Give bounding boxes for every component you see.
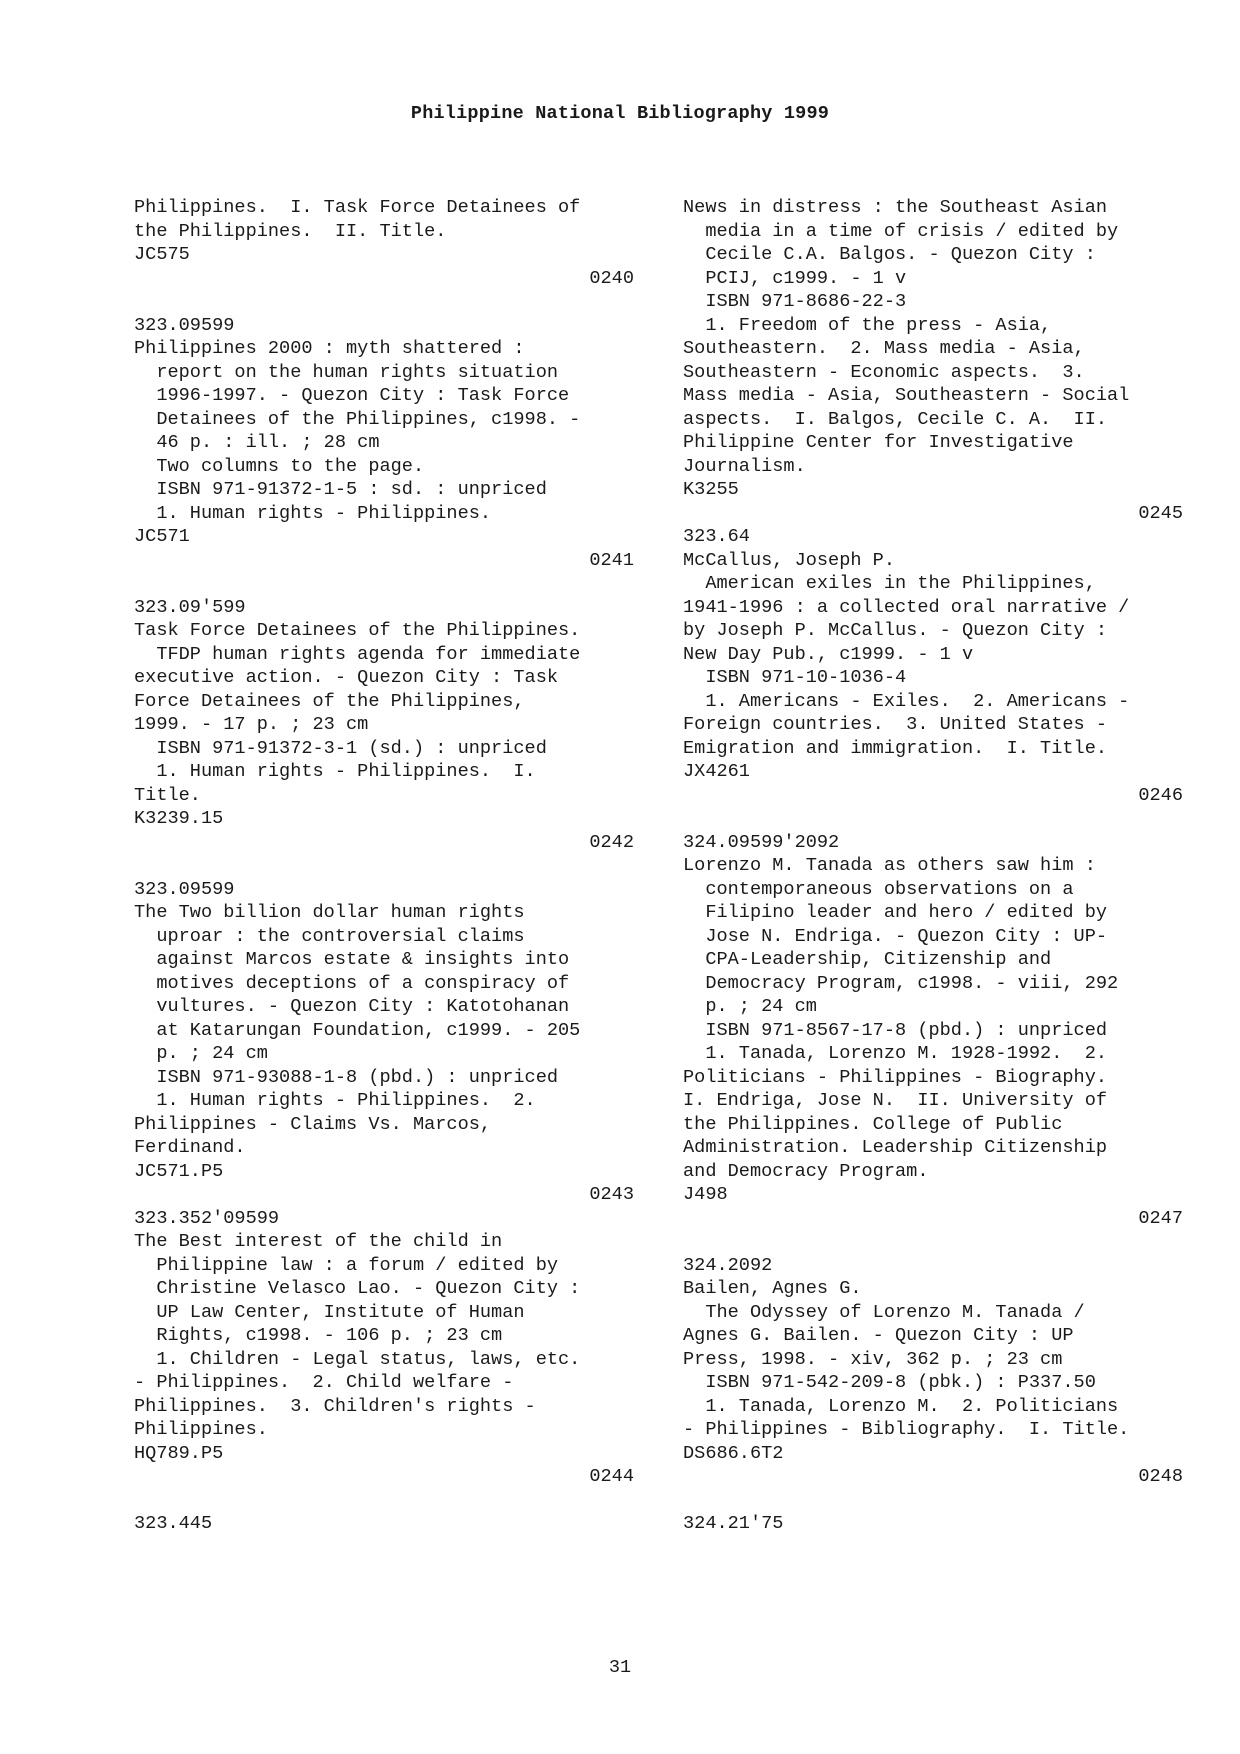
entry-number: 0242 xyxy=(589,831,634,853)
page-number: 31 xyxy=(608,1657,632,1678)
entry-line: 1996-1997. - Quezon City : Task Force xyxy=(134,385,570,406)
entry-line: 46 p. : ill. ; 28 cm xyxy=(134,432,380,453)
entry-line: UP Law Center, Institute of Human xyxy=(134,1301,525,1323)
entry-number: 0241 xyxy=(589,549,634,571)
entry-line: I. Endriga, Jose N. II. University of xyxy=(683,1090,1108,1111)
entry-line: the Philippines. II. Title. xyxy=(134,220,447,242)
entry-line: and Democracy Program. xyxy=(683,1160,929,1182)
entry-line: Democracy Program, c1998. - viii, 292 xyxy=(683,972,1119,994)
entry-number: 0247 xyxy=(1138,1207,1183,1229)
entry-line: 1. Children - Legal status, laws, etc. xyxy=(134,1348,581,1370)
entry-line: 323.09599 xyxy=(134,878,235,900)
entry-line: 324.21'75 xyxy=(683,1513,784,1534)
entry-number: 0244 xyxy=(589,1466,634,1487)
entry-line: DS686.6T2 xyxy=(683,1442,784,1464)
entry-line: Southeastern. 2. Mass media - Asia, xyxy=(683,338,1085,359)
entry-line: CPA-Leadership, Citizenship and xyxy=(683,949,1052,970)
entry-line: 1. Human rights - Philippines. xyxy=(134,502,492,524)
entry-number: 0248 xyxy=(1138,1466,1183,1487)
entry-line: 323.09599 xyxy=(134,314,235,336)
entry-line: p. ; 24 cm xyxy=(683,996,817,1017)
entry-line: ISBN 971-91372-1-5 : sd. : unpriced xyxy=(134,479,547,500)
entry-line: Administration. Leadership Citizenship xyxy=(683,1137,1108,1158)
entry-line: media in a time of crisis / edited by xyxy=(683,220,1119,242)
entry-line: J498 xyxy=(683,1184,728,1205)
entry-line: Bailen, Agnes G. xyxy=(683,1278,862,1299)
entry-line: PCIJ, c1999. - 1 v xyxy=(683,267,907,289)
entry-line: Politicians - Philippines - Biography. xyxy=(683,1066,1108,1088)
entry-line: Southeastern - Economic aspects. 3. xyxy=(683,361,1085,383)
entry-line: 323.09'599 xyxy=(134,596,246,618)
entry-line: News in distress : the Southeast Asian xyxy=(683,197,1108,218)
entry-line: Mass media - Asia, Southeastern - Social xyxy=(683,385,1130,406)
entry-line: McCallus, Joseph P. xyxy=(683,549,896,571)
entry-line: Agnes G. Bailen. - Quezon City : UP xyxy=(683,1325,1074,1346)
entry-line: 323.352'09599 xyxy=(134,1207,280,1229)
entry-line: Force Detainees of the Philippines, xyxy=(134,690,525,712)
entry-line: ISBN 971-91372-3-1 (sd.) : unpriced xyxy=(134,737,547,759)
entry-number: 0240 xyxy=(589,267,634,289)
entry-line: HQ789.P5 xyxy=(134,1442,224,1464)
entry-line: executive action. - Quezon City : Task xyxy=(134,667,559,688)
entry-line: 1999. - 17 p. ; 23 cm xyxy=(134,714,369,735)
entry-line: aspects. I. Balgos, Cecile C. A. II. xyxy=(683,408,1108,430)
blank-line xyxy=(683,807,1183,831)
entry-line: K3255 xyxy=(683,479,739,500)
entry-line: JC575 xyxy=(134,244,190,265)
blank-line xyxy=(683,1489,1183,1513)
blank-line xyxy=(683,1230,1183,1254)
entry-line: JC571.P5 xyxy=(134,1160,224,1182)
entry-line: 324.2092 xyxy=(683,1254,773,1276)
entry-line: 323.445 xyxy=(134,1513,213,1534)
entry-line: ISBN 971-10-1036-4 xyxy=(683,667,907,688)
entry-line: Philippine Center for Investigative xyxy=(683,432,1074,453)
entry-line: The Odyssey of Lorenzo M. Tanada / xyxy=(683,1301,1085,1323)
entry-line: vultures. - Quezon City : Katotohanan xyxy=(134,996,570,1017)
right-column xyxy=(683,196,1183,1536)
entry-line: contemporaneous observations on a xyxy=(683,878,1074,900)
entry-line: 1. Americans - Exiles. 2. Americans - xyxy=(683,690,1130,712)
entry-line: Philippines. xyxy=(134,1419,268,1440)
entry-line: 324.09599'2092 xyxy=(683,831,840,853)
entry-line: ISBN 971-93088-1-8 (pbd.) : unpriced xyxy=(134,1066,559,1088)
entry-line: 1. Tanada, Lorenzo M. 1928-1992. 2. xyxy=(683,1043,1108,1064)
entry-line: uproar : the controversial claims xyxy=(134,925,525,947)
entry-line: 1. Human rights - Philippines. I. xyxy=(134,761,536,782)
entry-line: report on the human rights situation xyxy=(134,361,559,383)
entry-line: by Joseph P. McCallus. - Quezon City : xyxy=(683,620,1108,641)
entry-line: Two columns to the page. xyxy=(134,455,425,477)
entry-number: 0243 xyxy=(589,1184,634,1205)
entry-line: JC571 xyxy=(134,526,190,547)
blank-line xyxy=(134,290,634,314)
entry-line: New Day Pub., c1999. - 1 v xyxy=(683,643,974,665)
entry-line: Rights, c1998. - 106 p. ; 23 cm xyxy=(134,1325,503,1346)
entry-line: 1. Tanada, Lorenzo M. 2. Politicians xyxy=(683,1395,1119,1417)
entry-line: The Best interest of the child in xyxy=(134,1231,503,1252)
entry-line: Christine Velasco Lao. - Quezon City : xyxy=(134,1278,581,1299)
entry-line: Philippines. I. Task Force Detainees of xyxy=(134,197,581,218)
entry-line: Journalism. xyxy=(683,455,806,477)
entry-line: K3239.15 xyxy=(134,808,224,829)
entry-line: The Two billion dollar human rights xyxy=(134,902,525,923)
entry-line: Press, 1998. - xiv, 362 p. ; 23 cm xyxy=(683,1348,1063,1370)
blank-line xyxy=(134,1489,634,1513)
entry-line: Filipino leader and hero / edited by xyxy=(683,902,1108,923)
entry-line: motives deceptions of a conspiracy of xyxy=(134,972,570,994)
entry-line: American exiles in the Philippines, xyxy=(683,573,1096,594)
entry-line: at Katarungan Foundation, c1999. - 205 xyxy=(134,1019,581,1041)
left-column xyxy=(134,196,634,1536)
entry-line: Jose N. Endriga. - Quezon City : UP- xyxy=(683,925,1108,947)
entry-line: ISBN 971-8567-17-8 (pbd.) : unpriced xyxy=(683,1019,1108,1041)
entry-line: Emigration and immigration. I. Title. xyxy=(683,737,1108,759)
entry-line: Philippine law : a forum / edited by xyxy=(134,1254,559,1276)
entry-line: TFDP human rights agenda for immediate xyxy=(134,643,581,665)
blank-line xyxy=(134,572,634,596)
entry-line: 1. Freedom of the press - Asia, xyxy=(683,314,1052,336)
entry-line: ISBN 971-542-209-8 (pbk.) : P337.50 xyxy=(683,1372,1096,1393)
entry-line: - Philippines. 2. Child welfare - xyxy=(134,1372,514,1393)
entry-line: Task Force Detainees of the Philippines. xyxy=(134,620,581,641)
entry-number: 0246 xyxy=(1138,784,1183,806)
entry-line: the Philippines. College of Public xyxy=(683,1113,1063,1135)
entry-line: Cecile C.A. Balgos. - Quezon City : xyxy=(683,244,1096,265)
entry-line: ISBN 971-8686-22-3 xyxy=(683,291,907,312)
entry-line: JX4261 xyxy=(683,761,750,782)
entry-line: p. ; 24 cm xyxy=(134,1043,268,1064)
entry-line: Foreign countries. 3. United States - xyxy=(683,714,1108,735)
entry-line: Ferdinand. xyxy=(134,1137,246,1158)
entry-line: 1. Human rights - Philippines. 2. xyxy=(134,1090,536,1111)
entry-line: Philippines - Claims Vs. Marcos, xyxy=(134,1113,492,1135)
entry-line: 1941-1996 : a collected oral narrative / xyxy=(683,596,1130,618)
blank-line xyxy=(134,854,634,878)
entry-line: Detainees of the Philippines, c1998. - xyxy=(134,408,581,430)
entry-line: Philippines 2000 : myth shattered : xyxy=(134,338,525,359)
entry-line: Lorenzo M. Tanada as others saw him : xyxy=(683,855,1096,876)
entry-line: - Philippines - Bibliography. I. Title. xyxy=(683,1419,1130,1440)
entry-line: against Marcos estate & insights into xyxy=(134,949,570,970)
page-title: Philippine National Bibliography 1999 xyxy=(410,103,830,124)
entry-line: Title. xyxy=(134,784,201,806)
entry-line: Philippines. 3. Children's rights - xyxy=(134,1395,536,1417)
entry-number: 0245 xyxy=(1138,502,1183,524)
entry-line: 323.64 xyxy=(683,526,750,547)
